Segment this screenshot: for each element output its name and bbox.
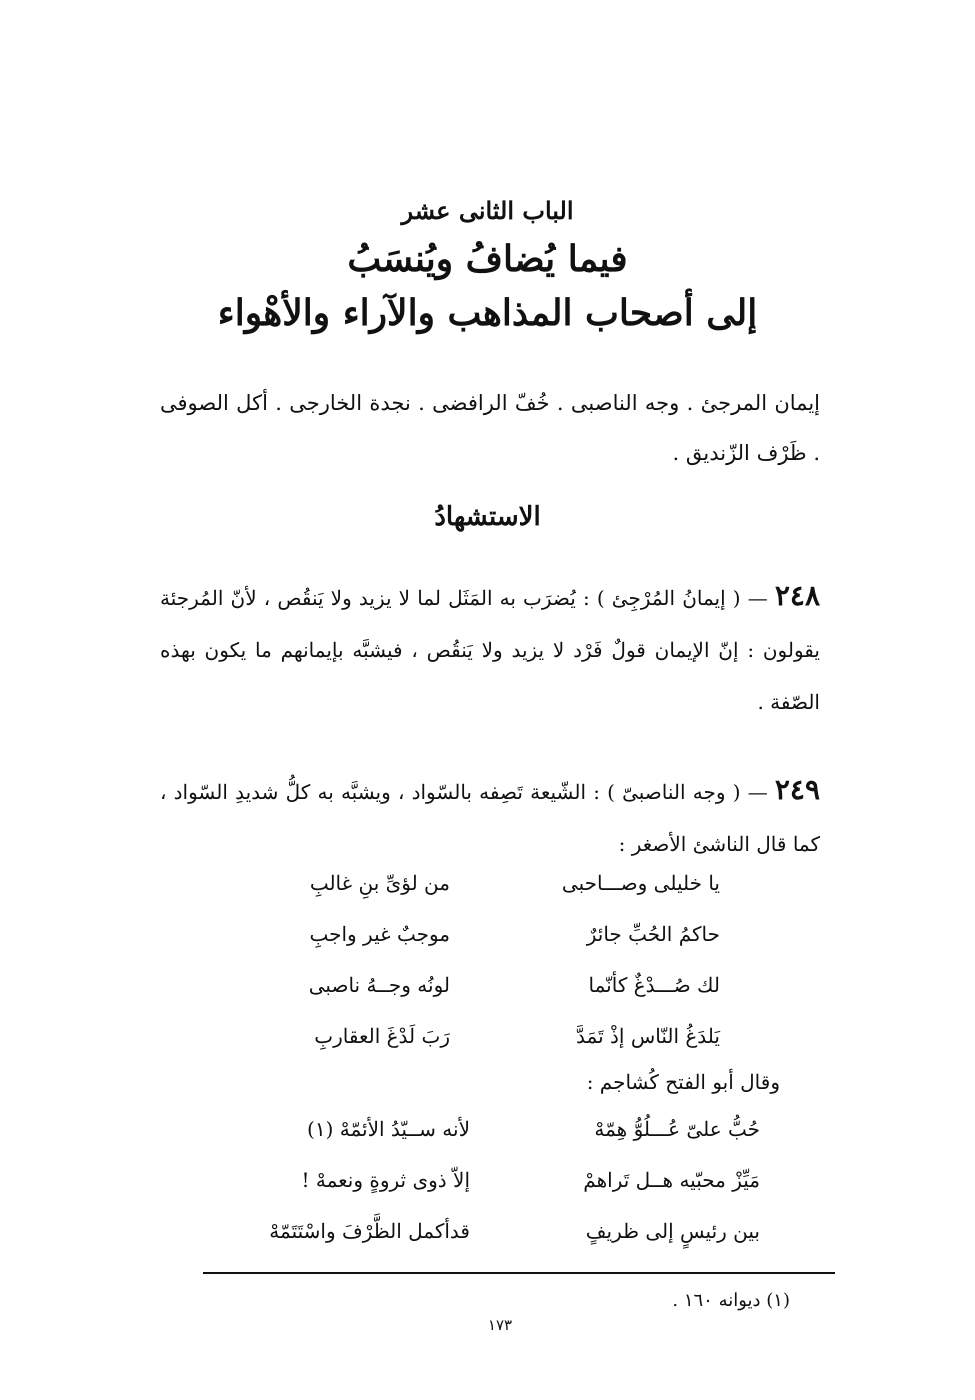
entry-text: ( وجه الناصبىّ ) : الشّيعة تَصِفه بالسّواد ، ويشبَّه به كلُّ شديدِ السّواد ، كما قال الناشئ الأصغر : — [160, 780, 820, 856]
entry-text: ( إيمانُ المُرْجِئ ) : يُضرَب به المَثَل لما لا يزيد ولا يَنقُص ، لأنّ المُرجئة يقولون : إنّ الإيمان قولٌ فَرْد لا يزيد ولا يَنقُص ، فيشبَّه بإيمانهم ما يكون بهذه الصّفة . — [160, 586, 820, 714]
verse — [200, 858, 720, 909]
verse-second-hemistich: لونُه وجــهُ ناصبى — [308, 973, 450, 997]
poem2-intro: وقال أبو الفتح كُشاجم : — [586, 1070, 780, 1094]
verse-second-hemistich: إلاّ ذوى ثروةٍ ونعمهْ ! — [301, 1168, 470, 1192]
verse — [220, 1155, 760, 1206]
verse-first-hemistich: لك صُـــدْغٌ كأنّما — [588, 973, 720, 997]
chapter-title-line1: فيما يُضافُ ويُنسَبُ — [347, 238, 628, 280]
chapter-intro: إيمان المرجئ . وجه الناصبى . خُفّ الرافضى . نجدة الخارجى . أكل الصوفى . ظَرْف الزّنديق . — [160, 391, 820, 465]
verse-first-hemistich: حاكمُ الحُبِّ جائرٌ — [586, 922, 720, 946]
verse — [220, 1104, 760, 1155]
verse-second-hemistich: موجبٌ غير واجبِ — [309, 922, 450, 946]
section-heading: الاستشهادُ — [434, 502, 541, 532]
verse-second-hemistich: رَبَ لَدْغَ العقاربِ — [314, 1024, 450, 1048]
verse-first-hemistich: يا خليلى وصـــاحبى — [561, 871, 720, 895]
verse-first-hemistich: يَلدَغُ النّاس إذْ تَمَدَّ — [576, 1024, 720, 1048]
verse — [220, 1206, 760, 1257]
chapter-label: الباب الثانى عشر — [401, 196, 574, 225]
verse — [200, 960, 720, 1011]
entry-249 — [160, 764, 820, 870]
footnote: (١) ديوانه ١٦٠ . — [672, 1290, 790, 1311]
page-number: ١٧٣ — [487, 1316, 513, 1334]
chapter-title-line2: إلى أصحاب المذاهب والآراء والأهْواء — [217, 292, 758, 334]
entry-number: ٢٤٨ — [774, 579, 821, 612]
verse-second-hemistich: من لؤىِّ بنِ غالبِ — [309, 871, 450, 895]
verse-first-hemistich: بين رئيسٍ إلى ظريفٍ — [585, 1219, 760, 1243]
verse-second-hemistich: لأنه ســيّدُ الأئمّهْ (١) — [307, 1117, 470, 1141]
verse — [200, 909, 720, 960]
verse-first-hemistich: مَيِّزْ محبّيه هــل تَراهمْ — [583, 1168, 760, 1192]
verse — [200, 1011, 720, 1062]
verse-second-hemistich: قدأكمل الظَّرْفَ واسْتَتَمّهْ — [269, 1219, 470, 1243]
footnote-divider — [203, 1272, 835, 1274]
entry-dash: — — [747, 586, 768, 610]
entry-248 — [160, 570, 820, 728]
poem-kushajim — [220, 1104, 760, 1257]
entry-dash: — — [747, 780, 768, 804]
poem-nashi — [200, 858, 720, 1062]
entry-number: ٢٤٩ — [774, 773, 820, 806]
verse-first-hemistich: حُبُّ علىّ عُـــلُوُّ هِمّهْ — [594, 1117, 760, 1141]
